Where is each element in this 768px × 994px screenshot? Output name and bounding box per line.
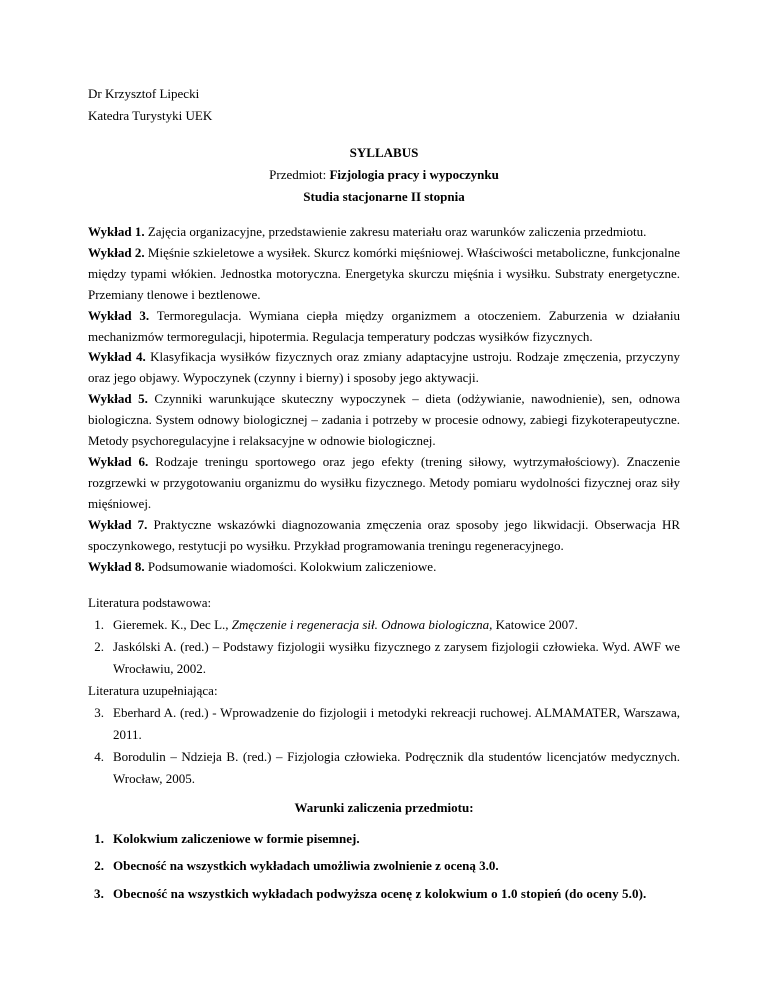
literature-text-end: , Katowice 2007. [489,617,578,632]
subject-label: Przedmiot: [269,167,330,182]
lecture-text: Mięśnie szkieletowe a wysiłek. Skurcz komórki mięśniowej. Właściwości metaboliczne, funkcjonalne między typami włókien. Jednostka motoryczna. Energetyka skurczu mięśnia i wysiłku. Substraty energetyczne. Przemiany tlenowe i beztlenowe. [88,244,681,302]
lecture-item [88,243,680,306]
subject-line [88,164,680,186]
supplementary-literature-label: Literatura uzupełniająca: [88,683,218,698]
condition-number: 3. [94,885,104,901]
condition-item [88,852,680,880]
lecture-label: Wykład 8. [88,558,145,574]
lecture-text: Klasyfikacja wysiłków fizycznych oraz zmiany adaptacyjne ustroju. Rodzaje zmęczenia, przyczyny oraz jego objawy. Wypoczynek (czynny i bierny) i sposoby jego aktywacji. [88,349,680,386]
lecture-text: Zajęcia organizacyjne, przedstawienie zakresu materiału oraz warunków zaliczenia przedmiotu. [144,224,647,239]
lecture-item [88,515,680,557]
literature-number: 4. [94,749,104,764]
condition-text: Obecność na wszystkich wykładach umożliwia zwolnienie z oceną 3.0. [113,858,499,873]
subject-name: Fizjologia pracy i wypoczynku [329,167,499,182]
lecture-label: Wykład 1. [88,224,145,239]
literature-section [88,592,680,790]
literature-text: Borodulin – Ndzieja B. (red.) – Fizjologia człowieka. Podręcznik dla studentów licencjatów medycznych. Wrocław, 2005. [113,749,680,786]
literature-number: 2. [94,639,104,654]
condition-number: 1. [94,830,104,846]
literature-item [88,746,680,790]
condition-item [88,880,680,908]
condition-text: Obecność na wszystkich wykładach podwyższa ocenę z kolokwium o 1.0 stopień (do oceny 5.0). [113,885,647,901]
literature-text: Gieremek. K., Dec L., [113,617,232,632]
lecture-label: Wykład 3. [88,307,150,323]
lecture-item [88,222,680,243]
lecture-item [88,347,680,389]
lecture-label: Wykład 2. [88,244,145,260]
condition-item [88,825,680,853]
lecture-label: Wykład 7. [88,516,148,532]
literature-number: 3. [94,705,104,720]
condition-text: Kolokwium zaliczeniowe w formie pisemnej. [113,830,360,846]
literature-item [88,702,680,746]
lecture-text: Praktyczne wskazówki diagnozowania zmęczenia oraz sposoby jego likwidacji. Obserwacja HR spoczynkowego, restytucji po wysiłku. Przykład programowania treningu regeneracyjnego. [88,516,680,553]
lecture-item [88,389,680,452]
literature-number: 1. [94,617,104,632]
lecture-text: Podsumowanie wiadomości. Kolokwium zaliczeniowe. [144,558,437,574]
study-mode: Studia stacjonarne II stopnia [303,189,465,204]
lecture-label: Wykład 6. [88,453,149,469]
document-title: SYLLABUS [349,145,419,160]
condition-number: 2. [94,858,104,873]
lecture-item [88,306,680,348]
author-name: Dr Krzysztof Lipecki [88,86,200,101]
lecture-label: Wykład 4. [88,349,146,365]
lecture-text: Czynniki warunkujące skuteczny wypoczynek – dieta (odżywianie, nawodnienie), sen, odnowa biologiczna. System odnowy biologicznej – zadania i potrzeby w procesie odnowy, zabiegi fizykoterapeutyczne. Metody psychoregulacyjne i relaksacyjne w odnowie biologicznej. [88,391,680,449]
literature-item [88,636,680,680]
lecture-text: Rodzaje treningu sportowego oraz jego efekty (trening siłowy, wytrzymałościowy). Znaczenie rozgrzewki w przygotowaniu organizmu do wysiłku fizycznego. Metody pomiaru wydolności fizycznej oraz siły mięśniowej. [88,453,680,511]
literature-text: Eberhard A. (red.) - Wprowadzenie do fizjologii i metodyki rekreacji ruchowej. ALMAMATER, Warszawa, 2011. [113,705,680,742]
lecture-list [88,222,680,577]
author-block [88,83,212,127]
literature-text: Jaskólski A. (red.) – Podstawy fizjologii wysiłku fizycznego z zarysem fizjologii człowieka. Wyd. AWF we Wrocławiu, 2002. [113,639,680,676]
syllabus-heading [88,142,680,208]
literature-title-italic: Zmęczenie i regeneracja sił. Odnowa biologiczna [231,617,490,632]
lecture-item [88,557,680,578]
conditions-section [88,794,680,907]
basic-literature-label: Literatura podstawowa: [88,595,212,610]
literature-item [88,614,680,636]
lecture-item [88,452,680,515]
lecture-text: Termoregulacja. Wymiana ciepła między organizmem a otoczeniem. Zaburzenia w działaniu mechanizmów termoregulacji, hipotermia. Regulacja temperatury podczas wysiłków fizycznych. [88,307,680,344]
lecture-label: Wykład 5. [88,391,148,407]
author-department: Katedra Turystyki UEK [88,108,213,123]
conditions-title: Warunki zaliczenia przedmiotu: [294,800,474,815]
